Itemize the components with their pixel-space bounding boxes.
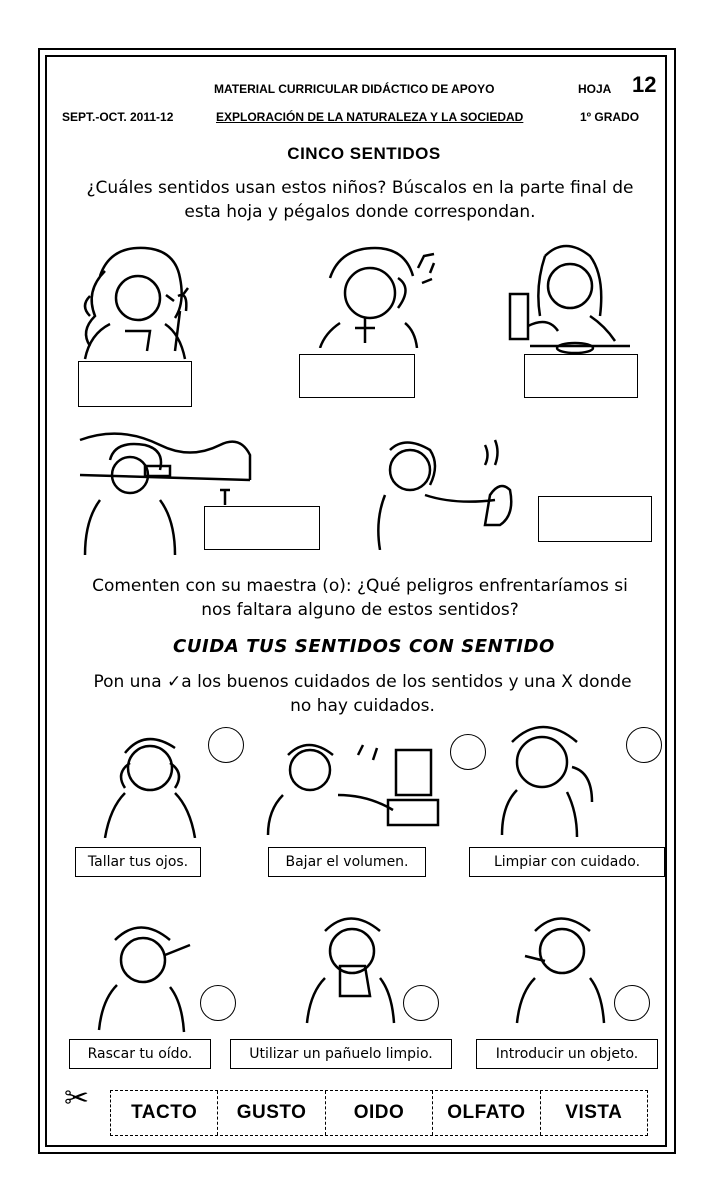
sense-vista[interactable]: VISTA [565, 1102, 623, 1123]
boy-stereo-illustration [258, 740, 448, 840]
instruction-1 [55, 176, 665, 224]
answer-circle-2[interactable] [450, 734, 486, 770]
discussion-line-2: nos faltara alguno de estos sentidos? [201, 600, 519, 620]
answer-circle-4[interactable] [200, 985, 236, 1021]
instruction-2 [55, 670, 670, 718]
instruction-1-line-1: ¿Cuáles sentidos usan estos niños? Búscalos en la parte final de [86, 178, 634, 198]
sense-oido[interactable]: OIDO [326, 1091, 433, 1135]
boy-rubbing-eyes-illustration [100, 728, 210, 838]
check-mark-icon: ✓ [167, 672, 182, 692]
instruction-1-line-2: esta hoja y pégalos donde correspondan. [184, 202, 536, 222]
boy-handkerchief-illustration [300, 906, 410, 1026]
sense-gusto[interactable]: GUSTO [218, 1091, 325, 1135]
care-label-1: Tallar tus ojos. [75, 847, 201, 877]
care-label-5: Utilizar un pañuelo limpio. [230, 1039, 452, 1069]
discussion-text [55, 574, 665, 622]
hoja-label: HOJA [578, 82, 612, 96]
girl-smelling-flower-illustration [70, 236, 200, 361]
period-label: SEPT.-OCT. 2011-12 [62, 110, 174, 124]
boy-cleaning-ear-illustration [492, 712, 612, 837]
cutout-senses-row [110, 1090, 648, 1136]
care-label-2: Bajar el volumen. [268, 847, 426, 877]
answer-box-3[interactable] [524, 354, 638, 398]
instruction-2-part-b: a los buenos cuidados de los sentidos y una X donde [181, 672, 632, 692]
section-title: CUIDA TUS SENTIDOS CON SENTIDO [173, 636, 555, 657]
page-title: CINCO SENTIDOS [287, 144, 441, 163]
scissors-icon: ✂ [64, 1081, 90, 1116]
answer-circle-1[interactable] [208, 727, 244, 763]
boy-listening-illustration [310, 238, 450, 348]
answer-circle-5[interactable] [403, 985, 439, 1021]
answer-box-4[interactable] [204, 506, 320, 550]
boy-scratching-ear-illustration [95, 915, 205, 1035]
boy-touching-iron-illustration [370, 430, 530, 550]
instruction-2-line-2: no hay cuidados. [290, 696, 435, 716]
sense-olfato[interactable]: OLFATO [433, 1091, 540, 1135]
instruction-2-part-a: Pon una [93, 672, 168, 692]
answer-circle-6[interactable] [614, 985, 650, 1021]
care-label-4: Rascar tu oído. [69, 1039, 211, 1069]
care-label-3: Limpiar con cuidado. [469, 847, 665, 877]
instruction-2-line-1 [55, 670, 670, 694]
girl-drinking-illustration [500, 236, 635, 356]
care-label-6: Introducir un objeto. [476, 1039, 658, 1069]
answer-box-1[interactable] [78, 361, 192, 407]
answer-box-2[interactable] [299, 354, 415, 398]
material-label: MATERIAL CURRICULAR DIDÁCTICO DE APOYO [214, 82, 495, 96]
grade-label: 1º GRADO [580, 110, 640, 124]
subject-label: EXPLORACIÓN DE LA NATURALEZA Y LA SOCIEDAD [216, 110, 524, 124]
answer-box-5[interactable] [538, 496, 652, 542]
sense-tacto[interactable]: TACTO [111, 1091, 218, 1135]
boy-object-nose-illustration [510, 906, 620, 1026]
discussion-line-1: Comenten con su maestra (o): ¿Qué peligros enfrentaríamos si [92, 576, 628, 596]
hoja-number: 12 [632, 72, 657, 97]
answer-circle-3[interactable] [626, 727, 662, 763]
